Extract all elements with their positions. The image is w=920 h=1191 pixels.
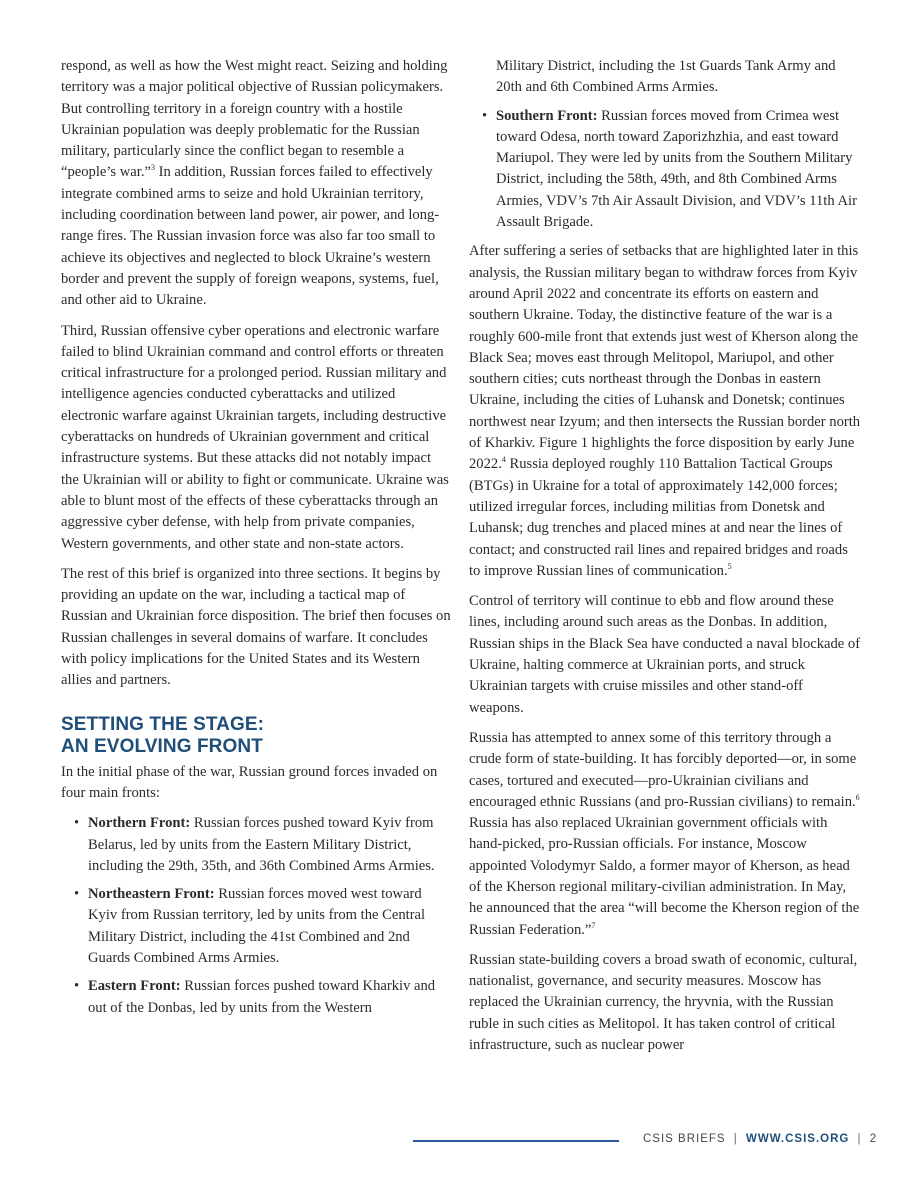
bullet-icon: • — [482, 107, 488, 124]
left-column — [61, 56, 451, 1027]
list-item: • Northern Front: Russian forces pushed toward Kyiv from Belarus, led by units from the Eastern Military District, including the 29th, 35th, and 36th Combined Arms Armies. — [74, 815, 435, 874]
footnote-ref[interactable]: 5 — [727, 561, 732, 571]
page-number: 2 — [869, 1133, 878, 1145]
section-heading: SETTING THE STAGE: AN EVOLVING FRONT — [61, 713, 265, 757]
paragraph: After suffering a series of setbacks that are highlighted later in this analysis, the Russian military began to withdraw forces from Kyiv around April 2022 and concentrate its efforts on eastern and southern Ukraine. Today, the distinctive feature of the war is a roughly 600-mile front that extends just west of Kherson along the Black Sea; moves east through Melitopol, Mariupol, and other southern cities; cuts northeast through the Donbas in eastern Ukraine, including the cities of Luhansk and Donetsk; continues northwest near Izyum; and then intersects the Russian border north of Kharkiv. Figure 1 highlights the force disposition by early June 2022.$^4$ Russia deployed roughly 110 Battalion Tactical Groups (BTGs) in Ukraine for a total of approximately 142,000 forces; utilized irregular forces, including militias from Donetsk and Luhansk; dug trenches and placed mines at and near the lines of contact; and constructed rail lines and repaired bridges and roads to improve Russian lines of communication.$^5$ — [469, 243, 861, 579]
footer-text — [643, 1133, 877, 1145]
paragraph: respond, as well as how the West might react. Seizing and holding territory was a major political objective of Russian policymakers. But controlling territory in a foreign country with a hostile Ukrainian population was deeply problematic for the Russian military, particularly since the conflict began to resemble a “people’s war.”$^3$ In addition, Russian forces failed to effectively integrate combined arms to seize and hold Ukrainian territory, including coordination between land power, air power, and long-range fires. The Russian invasion force was also far too small to achieve its objectives and neglected to block Ukraine’s western border and prevent the supply of foreign weapons, systems, fuel, and other aid to Ukraine. — [61, 58, 448, 309]
page-footer — [0, 1130, 920, 1150]
bullet-icon: • — [74, 886, 80, 903]
list-item: • Northeastern Front: Russian forces moved west toward Kyiv from Russian territory, led by units from the Central Military District, including the 41st Combined and 2nd Guards Combined Arms Armies. — [74, 886, 426, 966]
paragraph: In the initial phase of the war, Russian ground forces invaded on four main fronts: — [61, 763, 438, 801]
fronts-list — [61, 813, 451, 1019]
list-item: • Eastern Front: Russian forces pushed toward Kharkiv and out of the Donbas, led by units from the Western — [74, 978, 436, 1016]
fronts-list-continued — [469, 106, 861, 234]
footnote-ref[interactable]: 3 — [150, 163, 155, 173]
footer-rule — [413, 1140, 619, 1142]
footnote-ref[interactable]: 6 — [855, 792, 860, 802]
right-column — [469, 56, 861, 1065]
paragraph: Russian state-building covers a broad swath of economic, cultural, nationalist, governance, and security measures. Moscow has replaced the Ukrainian currency, the hryvnia, with the Russian ruble in such cities as Melitopol. It has taken control of critical infrastructure, such as nuclear power — [469, 951, 858, 1054]
footer-label: CSIS BRIEFS — [643, 1133, 726, 1145]
paragraph: Control of territory will continue to ebb and flow around these lines, including around such areas as the Donbas. In addition, Russian ships in the Black Sea have conducted a naval blockade of Ukraine, halting commerce at Ukrainian ports, and struck Ukrainian targets with cruise missiles and other stand-off weapons. — [469, 593, 861, 716]
paragraph: The rest of this brief is organized into three sections. It begins by providing an update on the war, including a tactical map of Russian and Ukrainian force disposition. The brief then focuses on Russian challenges in several domains of warfare. It concludes with policy implications for the United States and its Western allies and partners. — [61, 565, 451, 689]
bullet-icon: • — [74, 815, 80, 832]
footer-separator: | — [733, 1133, 738, 1145]
footer-separator: | — [857, 1133, 862, 1145]
bullet-icon: • — [74, 978, 80, 995]
list-item: • Southern Front: Russian forces moved from Crimea west toward Odesa, north toward Zaporizhzhia, and east toward Mariupol. They were led by units from the Southern Military District, including the 58th, 49th, and 8th Combined Arms Armies, VDV’s 7th Air Assault Division, and VDV’s 11th Air Assault Brigade. — [482, 107, 857, 231]
paragraph: Third, Russian offensive cyber operations and electronic warfare failed to blind Ukrainian command and control efforts or threaten critical infrastructure for a prolonged period. Russian military and intelligence agencies conducted cyberattacks and utilized electronic warfare against Ukrainian targets, including destructive cyberattacks on hundreds of Ukrainian government and critical infrastructure systems. But these attacks did not notably impact the Ukrainian will or ability to fight or communicate. Ukraine was able to blunt most of the effects of these cyberattacks through an aggressive cyber defense, with help from private companies, Western governments, and other state and non-state actors. — [61, 322, 449, 552]
footnote-ref[interactable]: 4 — [501, 455, 506, 465]
footer-url-link[interactable]: WWW.CSIS.ORG — [745, 1133, 850, 1145]
paragraph: Russia has attempted to annex some of this territory through a crude form of state-building. It has forcibly deported—or, in some cases, tortured and executed—pro-Ukrainian civilians and encouraged ethnic Russians (and pro-Russian civilians) to remain.$^6$ Russia has also replaced Ukrainian government officials with hand-picked, pro-Russian officials. For instance, Moscow appointed Volodymyr Saldo, a former mayor of Kherson, as head of the Kherson regional military-civilian administration. In May, he announced that the area “will become the Kherson region of the Russian Federation.”$^7$ — [469, 729, 860, 938]
list-item-continued: Military District, including the 1st Guards Tank Army and 20th and 6th Combined Arms Armies. — [496, 58, 836, 96]
footnote-ref[interactable]: 7 — [591, 920, 596, 930]
